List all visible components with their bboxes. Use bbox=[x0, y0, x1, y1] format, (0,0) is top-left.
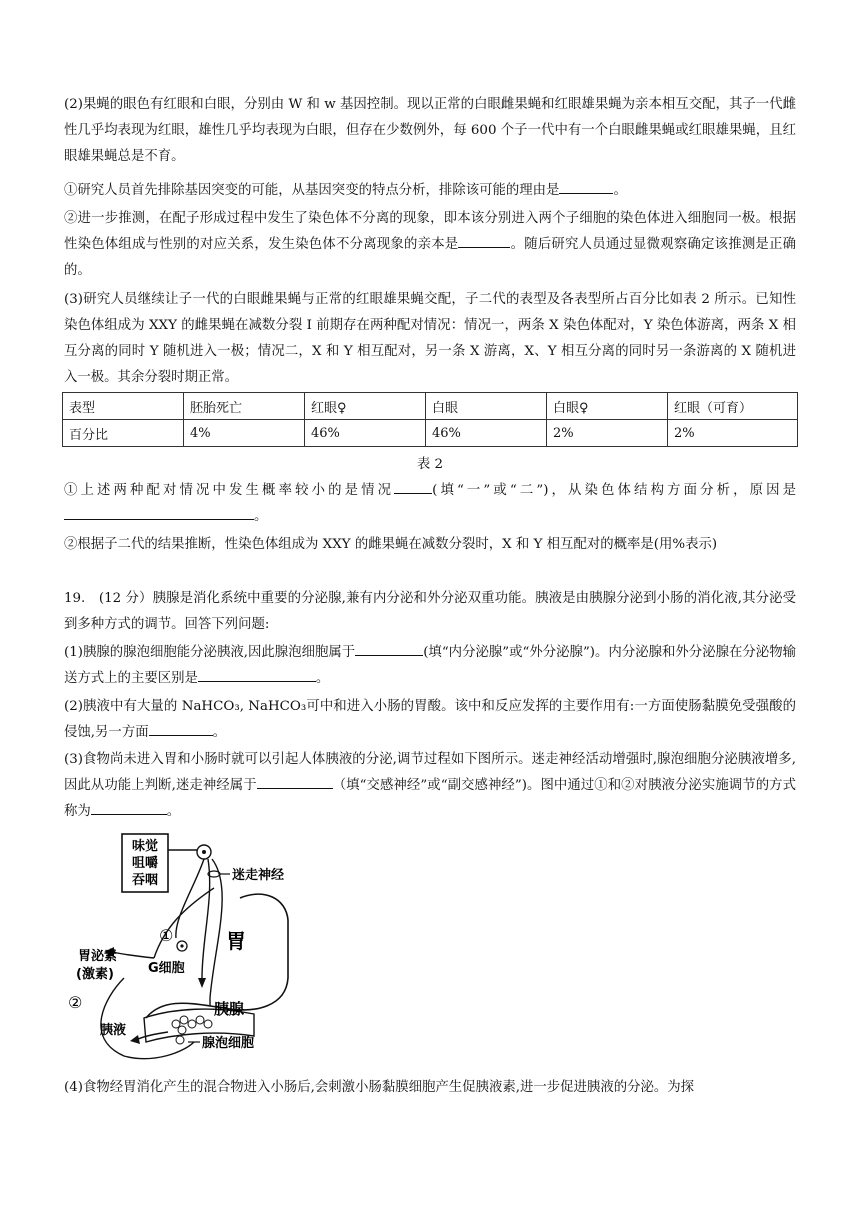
q19-part2-text: (2)胰液中有大量的 NaHCO₃, NaHCO₃可中和进入小肠的胃酸。该中和反应发挥的主要作用有:一方面使肠黏膜免受强酸的侵蚀,另一方面 bbox=[64, 699, 796, 740]
juice-arrow bbox=[136, 1032, 168, 1040]
q19-part1-mid: (填“内分泌腺”或“外分泌腺”)。内分泌腺和外分泌腺在分泌物输送方式上的主要区别是 bbox=[64, 645, 796, 686]
stomach-label: 胃 bbox=[226, 929, 246, 953]
stimulus-label: 味觉 bbox=[131, 839, 159, 854]
q19-part2-end: 。 bbox=[212, 725, 226, 740]
pancreas-label: 胰腺 bbox=[214, 1000, 245, 1018]
q18-part2-ii bbox=[64, 206, 796, 284]
table-2 bbox=[62, 392, 798, 447]
gcell-nucleus bbox=[180, 944, 183, 947]
q18-part3-i bbox=[64, 478, 796, 530]
q19-part3-end: 。 bbox=[166, 804, 181, 819]
q19-part2 bbox=[64, 694, 796, 746]
neuron-nucleus bbox=[202, 850, 206, 854]
table-cell: 2% bbox=[547, 420, 668, 447]
answer-blank[interactable] bbox=[394, 479, 432, 494]
arrowhead bbox=[130, 1035, 140, 1044]
table-cell: 百分比 bbox=[63, 420, 184, 447]
q19-intro: 19. (12 分）胰腺是消化系统中重要的分泌腺,兼有内分泌和外分泌双重功能。胰液是由胰腺分泌到小肠的消化液,其分泌受到多种方式的调节。回答下列问题: bbox=[64, 591, 796, 632]
table-cell: 白眼♀ bbox=[547, 393, 668, 420]
q19-part3-text: (3)食物尚未进入胃和小肠时就可以引起人体胰液的分泌,调节过程如下图所示。迷走神经活动增强时,腺泡细胞分泌胰液增多,因此从功能上判断,迷走神经属于 bbox=[64, 752, 796, 793]
vagus-nerve-label: 迷走神经 bbox=[232, 868, 285, 883]
answer-blank[interactable] bbox=[91, 800, 167, 815]
table-row bbox=[63, 393, 798, 420]
table-cell: 46% bbox=[305, 420, 426, 447]
q19-part4: (4)食物经胃消化产生的混合物进入小肠后,会刺激小肠黏膜细胞产生促胰液素,进一步促进胰液的分泌。为探 bbox=[64, 1080, 695, 1095]
q19-part1-end: 。 bbox=[315, 671, 330, 686]
table-cell: 4% bbox=[184, 420, 305, 447]
q19-part3 bbox=[64, 747, 796, 825]
stimulus-label: 咀嚼 bbox=[131, 856, 159, 871]
pancreatic-juice-label: 胰液 bbox=[100, 1023, 127, 1038]
table-cell: 2% bbox=[668, 420, 798, 447]
answer-blank[interactable] bbox=[559, 179, 613, 194]
q18-part2-i bbox=[64, 178, 796, 204]
table-caption: 表 2 bbox=[416, 457, 444, 472]
q18-part3-ii: ②根据子二代的结果推断，性染色体组成为 XXY 的雌果蝇在减数分裂时，X 和 Y 相互配对的概率是(用%表示) bbox=[64, 537, 718, 552]
q18-part3-i-mid: (填“一”或“二”)，从染色体结构方面分析，原因是 bbox=[432, 483, 796, 498]
table-cell: 46% bbox=[426, 420, 547, 447]
gastrin-arrow bbox=[112, 952, 154, 958]
answer-blank[interactable] bbox=[149, 721, 213, 736]
table-row bbox=[63, 420, 798, 447]
q19-part1 bbox=[64, 640, 796, 692]
acinar-cell-label: 腺泡细胞 bbox=[202, 1036, 255, 1051]
nerve-to-pancreas bbox=[210, 859, 222, 1006]
q18-part3-i-text: ①上述两种配对情况中发生概率较小的是情况 bbox=[64, 483, 395, 498]
gcell-label: G细胞 bbox=[148, 961, 185, 976]
answer-blank[interactable] bbox=[64, 505, 254, 520]
answer-blank[interactable] bbox=[355, 641, 423, 656]
q18-part2-ii-end: 。随后研究人员通过显微观察确定该推测是正确的。 bbox=[64, 237, 797, 278]
answer-blank[interactable] bbox=[198, 667, 316, 682]
q19-part1-text: (1)胰腺的腺泡细胞能分泌胰液,因此腺泡细胞属于 bbox=[64, 645, 356, 660]
table-cell: 红眼♀ bbox=[305, 393, 426, 420]
stimulus-label: 吞咽 bbox=[131, 873, 159, 888]
arrowhead bbox=[198, 978, 206, 988]
answer-blank[interactable] bbox=[257, 774, 333, 789]
table-cell: 红眼（可育） bbox=[668, 393, 798, 420]
q18-part2-ii-text: ②进一步推测，在配子形成过程中发生了染色体不分离的现象，即本该分别进入两个子细胞的染色体进入细胞同一极。根据性染色体组成与性别的对应关系，发生染色体不分离现象的亲本是 bbox=[64, 211, 796, 252]
q18-part2-i-text: ①研究人员首先排除基因突变的可能，从基因突变的特点分析，排除该可能的理由是 bbox=[64, 183, 560, 198]
nerve-to-stomach bbox=[202, 859, 210, 978]
q18-part3-i-end: 。 bbox=[254, 509, 268, 524]
q18-part3-stem: (3)研究人员继续让子一代的白眼雌果蝇与正常的红眼雄果蝇交配，子二代的表型及各表型所占百分比如表 2 所示。已知性染色体组成为 XXY 的雌果蝇在减数分裂 I 前期存在两种配对情况：情况一，两条 X 染色体配对，Y 染色体游离，两条 X 相互分离的同时 Y 随机进入一极；情况二，X 和 Y 相互配对，另一条 X 游离，X、Y 相互分离的同时另一条游离的 X 随机进入一极。其余分裂时期正常。 bbox=[64, 292, 796, 385]
table-cell: 表型 bbox=[63, 393, 184, 420]
q18-part2-i-end: 。 bbox=[613, 183, 627, 198]
circle-two-label: ② bbox=[68, 993, 83, 1012]
circle-one-label: ① bbox=[159, 926, 174, 945]
table-cell: 胚胎死亡 bbox=[184, 393, 305, 420]
gastrin-label: 胃泌素 bbox=[78, 949, 118, 964]
q19-part3-mid: （填“交感神经”或“副交感神经”)。图中通过①和②对胰液分泌实施调节的方式称为 bbox=[64, 778, 796, 819]
gastrin-note: (激素) bbox=[76, 967, 114, 982]
table-cell: 白眼 bbox=[426, 393, 547, 420]
pancreas-regulation-diagram bbox=[64, 828, 294, 1060]
answer-blank[interactable] bbox=[458, 233, 510, 248]
q18-part2-stem: (2)果蝇的眼色有红眼和白眼，分别由 W 和 w 基因控制。现以正常的白眼雌果蝇和红眼雄果蝇为亲本相互交配，其子一代雌性几乎均表现为红眼，雄性几乎均表现为白眼，但存在少数例外，每 600 个子一代中有一个白眼雌果蝇或红眼雄果蝇，且红眼雄果蝇总是不育。 bbox=[64, 97, 796, 164]
